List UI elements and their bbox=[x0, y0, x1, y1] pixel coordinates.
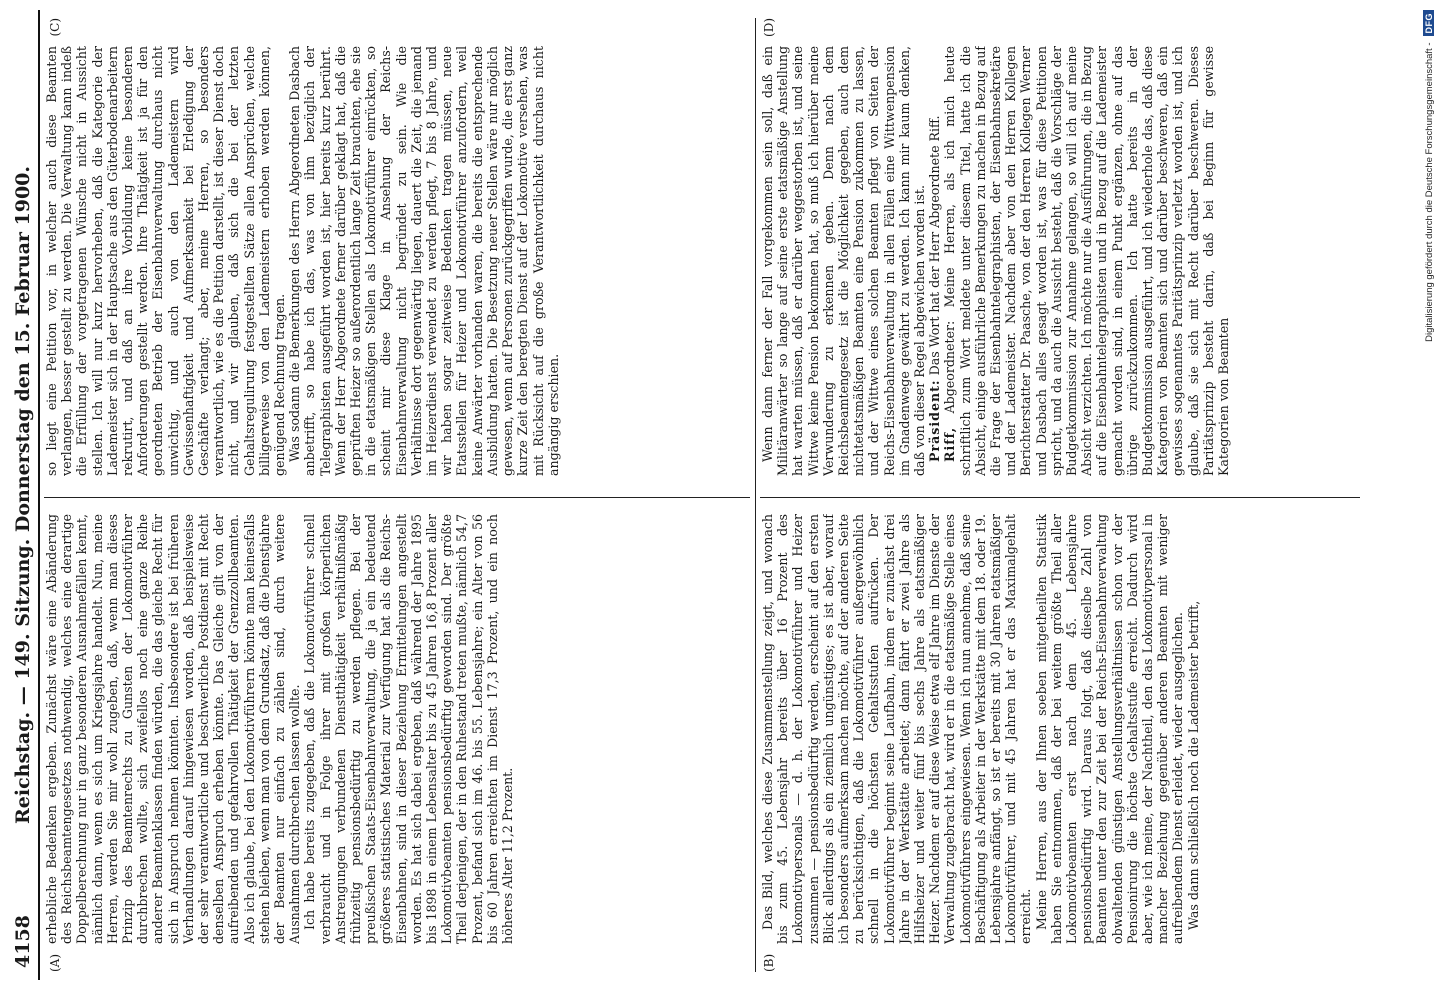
paragraph: erhebliche Bedenken ergeben. Zunächst wäre eine Abänderung des Reichsbeamtengesetzes nothwendig, welches eine derartige Doppelberechnung nur in ganz besonderen Ausnahmefällen kennt, nämlich dann, wenn es sich um Kriegsjahre handelt. Nun, meine Herren, werden Sie mir wohl zugeben, daß, wenn man dieses Prinzip des Beamtenrechts zu Gunsten der Lokomotivführer durchbrechen wollte, sich zweifellos noch eine ganze Reihe anderer Beamtenklassen finden würden, die das gleiche Recht für sich in Anspruch nehmen könnten. Insbesondere ist bei früheren Verhandlungen darauf hingewiesen worden, daß beispielsweise der sehr verantwortliche und beschwerliche Postdienst mit Recht denselben Anspruch erheben könnte. Das Gleiche gilt von der aufreibenden und gefahrvollen Thätigkeit der Grenzzollbeamten. Also ich glaube, bei den Lokomotivführern könnte man keinesfalls stehen bleiben, wenn man von dem Grundsatz, daß die Dienstjahre der Beamten nur einfach zu zählen sind, durch weitere Ausnahmen durchbrechen lassen wollte. bbox=[44, 514, 303, 944]
speech-paragraph bbox=[942, 46, 1231, 476]
running-head: Reichstag. — 149. Sitzung. Donnerstag den 15. Februar 1900. bbox=[12, 165, 34, 825]
header-rule bbox=[38, 10, 40, 980]
column-bottom-left bbox=[760, 514, 1360, 944]
paragraph: Das Bild, welches diese Zusammenstellung zeigt, und wonach bis zum 45. Lebensjahr bereits über 16 Prozent des Lokomotivpersonals — d. h. der Lokomotivführer und Heizer zusammen — pensionsbedürftig werden, erscheint auf den ersten Blick allerdings als ein ziemlich ungünstiges; es ist aber, worauf ich besonders aufmerksam machen möchte, auf der anderen Seite zu berücksichtigen, daß die Lokomotivführer außergewöhnlich schnell in die höchsten Gehaltsstufen aufrücken. Der Lokomotivführer beginnt seine Laufbahn, indem er zunächst drei Jahre in der Werkstätte arbeitet; dann fährt er zwei Jahre als Hilfsheizer und weiter fünf bis sechs Jahre als etatsmäßiger Heizer. Nachdem er auf diese Weise etwa elf Jahre im Dienste der Verwaltung zugebracht hat, wird er in die etatsmäßige Stelle eines Lokomotivführers eingewiesen. Wenn ich nun annehme, daß seine Beschäftigung als Arbeiter in der Werkstätte mit dem 18. oder 19. Lebensjahre anfängt, so ist er bereits mit 30 Jahren etatsmäßiger Lokomotivführer, und mit 45 Jahren hat er das Maximalgehalt erreicht. bbox=[760, 514, 1034, 944]
bottom-half bbox=[760, 18, 1360, 972]
speech-text: Abgeordneter: Meine Herren, als ich mich heute schriftlich zum Wort meldete unter diesem Titel, hatte ich die Absicht, einige ausführliche Bemerkungen zu machen in Bezug auf die Frage der Eisenbahntelegraphisten, der Eisenbahnsekretäre und der Lademeister. Nachdem aber von den Herren Kollegen Berichterstatter Dr. Paasche, von der den Herren Kollegen Werner und Dasbach alles gesagt worden ist, was für diese Petitionen spricht, und da auch die Aussicht besteht, daß die Vorschläge der Budgetkommission zur Annahme gelangen, so will ich auf meine Absicht verzichten. Ich möchte nur die Ausführungen, die in Bezug auf die Eisenbahntelegraphisten und in Bezug auf die Lademeister gemacht worden sind, in einem Punkt ergänzen, ohne auf das übrige zurückzukommen. Ich hatte bereits in der Budgetkommission ausgeführt, und ich wiederhole das, daß diese Kategorien von Beamten sich und darüber beschweren, daß ein gewisses sogenanntes Paritätsprinzip verletzt worden ist, und ich glaube, daß sie sich mit Recht darüber beschweren. Dieses Paritätsprinzip besteht darin, daß bei Beginn für gewisse Kategorien von Beamten bbox=[942, 46, 1232, 476]
dfg-logo: DFG bbox=[1423, 10, 1434, 37]
digitization-credit bbox=[1415, 10, 1434, 990]
page-header bbox=[0, 0, 40, 990]
speaker-name: Präsident: bbox=[927, 379, 943, 462]
margin-marker-c: (C) bbox=[48, 18, 62, 37]
top-half bbox=[44, 18, 754, 972]
column-bottom-right bbox=[760, 46, 1360, 476]
speech-text: Das Wort hat der Herr Abgeordnete Riff. bbox=[927, 115, 943, 380]
credit-line bbox=[1419, 10, 1434, 990]
column-top-right bbox=[44, 46, 754, 476]
margin-marker-b: (B) bbox=[762, 953, 776, 972]
column-divider bbox=[44, 497, 750, 498]
paragraph: Was sodann die Bemerkungen des Herrn Abgeordneten Dasbach anbetrifft, so habe ich das, was von ihm bezüglich der Telegraphisten ausgeführt worden ist, hier bereits kurz berührt. Wenn der Herr Abgeordnete ferner darüber geklagt hat, daß die geprüften Heizer so außerordentlich lange Zeit brauchten, ehe sie in die etatsmäßigen Stellen als Lokomotivführer einrückten, so scheint mir diese Klage in Ansehung der Reichs-Eisenbahnverwaltung nicht begründet zu sein. Wie die Verhältnisse dort gegenwärtig liegen, dauert die Zeit, die jemand im Heizerdienst verwendet zu werden pflegt, 7 bis 8 Jahre, und wir haben sogar zeitweise Bedenken tragen müssen, neue Etatsstellen für Heizer und Lokomotivführer anzufordern, weil keine Anwärter vorhanden waren, die bereits die entsprechende Ausbildung hatten. Die Besetzung neuer Stellen wäre nur möglich gewesen, wenn auf Personen zurückgegriffen wurde, die erst ganz kurze Zeit den beregten Dienst auf der Lokomotive versehen, was mit Rücksicht auf die große Verantwortlichkeit durchaus nicht angängig erschien. bbox=[287, 46, 561, 476]
page-number: 4158 bbox=[12, 915, 34, 968]
column-top-left bbox=[44, 514, 754, 944]
paragraph: so liegt eine Petition vor, in welcher auch diese Beamten verlangen, besser gestellt zu werden. Die Verwaltung kann indeß die Erfüllung der vorgetragenen Wünsche nicht in Aussicht stellen. Ich will nur kurz hervorheben, daß die Kategorie der Lademeister sich in der Hauptsache aus den Güterbodenarbeitern rekrutirt, und daß an ihre Vorbildung keine besonderen Anforderungen gestellt werden. Ihre Thätigkeit ist ja für den geordneten Betrieb der Eisenbahnverwaltung durchaus nicht unwichtig, und auch von den Lademeistern wird Gewissenhaftigkeit und Aufmerksamkeit bei Erledigung der Geschäfte verlangt; aber, meine Herren, so besonders verantwortlich, wie es die Petition darstellt, ist dieser Dienst doch nicht, und wir glauben, daß sich die bei der letzten Gehaltsregulirung festgestellten Sätze allen Ansprüchen, welche billigerweise von den Lademeistern erhoben werden können, genügend Rechnung tragen. bbox=[44, 46, 288, 476]
speaker-name: Riff, bbox=[942, 426, 958, 462]
paragraph: Meine Herren, aus der Ihnen soeben mitgetheilten Statistik haben Sie entnommen, daß der bei weitem größte Theil aller Lokomotivbeamten erst nach dem 45. Lebensjahre pensionsbedürftig wird. Daraus folgt, daß dieselbe Zahl von Beamten unter den zur Zeit bei der Reichs-Eisenbahnverwaltung obwaltenden günstigen Anstellungsverhältnissen schon vor der Pensionirung die höchste Gehaltsstufe erreicht. Dadurch wird aber, wie ich meine, der Nachtheil, den das Lokomotivpersonal in mancher Beziehung gegenüber anderen Beamten mit weniger aufreibendem Dienst erleidet, wieder ausgeglichen. bbox=[1033, 514, 1186, 944]
paragraph: Ich habe bereits zugegeben, daß die Lokomotivführer schnell verbraucht und in Folge ihrer mit großen körperlichen Anstrengungen verbundenen Dienstthätigkeit verhältnißmäßig frühzeitig pensionsbedürftig zu werden pflegen. Bei der preußischen Staats-Eisenbahnverwaltung, die ja ein bedeutend größeres statistisches Material zur Verfügung hat als die Reichs-Eisenbahnen, sind in dieser Beziehung Ermittelungen angestellt worden. Es hat sich dabei ergeben, daß während der Jahre 1895 bis 1898 in einem Lebensalter bis zu 45 Jahren 16,8 Prozent aller Lokomotivbeamten pensionsbedürftig geworden sind. Der größte Theil derjenigen, der in den Ruhestand treten mußte, nämlich 54,7 Prozent, befand sich im 46. bis 55. Lebensjahre; ein Alter von 56 bis 60 Jahren erreichten im Dienst 17,3 Prozent, und ein noch höheres Alter 11,2 Prozent. bbox=[302, 514, 516, 944]
margin-marker-a: (A) bbox=[48, 953, 62, 972]
speech-paragraph bbox=[927, 46, 942, 476]
column-divider bbox=[760, 497, 1360, 498]
margin-marker-d: (D) bbox=[762, 18, 776, 37]
paragraph: Wenn dann ferner der Fall vorgekommen sein soll, daß ein Militäranwärter so lange auf seine erste etatsmäßige Anstellung hat warten müssen, daß er darüber weggestorben ist, und seine Wittwe keine Pension bekommen hat, so muß ich hierüber meine Verwunderung zu erkennen geben. Denn nach dem Reichsbeamtengesetz ist die Möglichkeit gegeben, auch dem nichtetatsmäßigen Beamten eine Pension zukommen zu lassen, und der Wittwe eines solchen Beamten pflegt von Seiten der Reichs-Eisenbahnverwaltung in allen Fällen eine Wittwenpension im Gnadenwege gewährt zu werden. Ich kann mir kaum denken, daß von dieser Regel abgewichen worden ist. bbox=[760, 46, 928, 476]
credit-text: Digitalisierung gefördert durch die Deutsche Forschungsgemeinschaft - bbox=[1423, 42, 1434, 342]
paragraph: Was dann schließlich noch die Lademeister betrifft, bbox=[1185, 600, 1201, 930]
middle-rule bbox=[755, 18, 756, 972]
